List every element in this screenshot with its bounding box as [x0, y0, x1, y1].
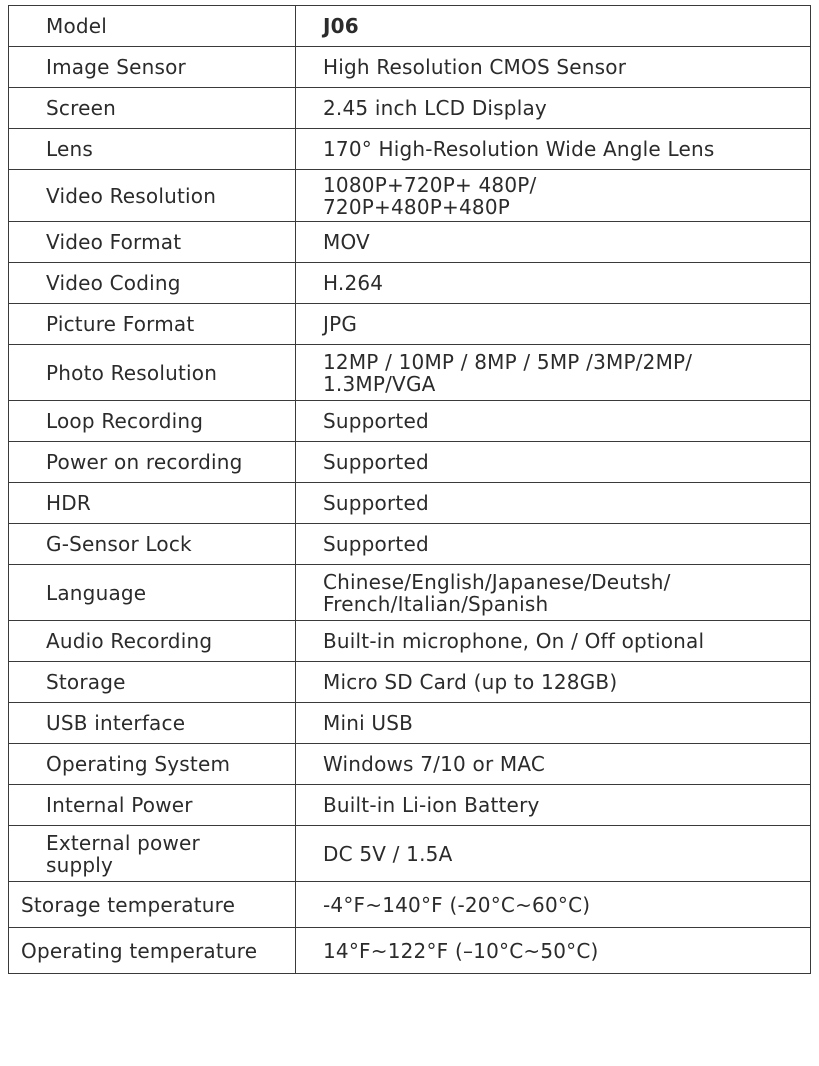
spec-value: J06	[296, 6, 811, 47]
table-row	[9, 703, 811, 744]
spec-value: Supported	[296, 524, 811, 565]
spec-label: G-Sensor Lock	[9, 524, 296, 565]
spec-label: External power supply	[9, 826, 296, 882]
spec-label: Power on recording	[9, 442, 296, 483]
spec-label: Screen	[9, 88, 296, 129]
table-row	[9, 785, 811, 826]
spec-value: -4°F~140°F (-20°C~60°C)	[296, 882, 811, 928]
spec-label: Audio Recording	[9, 621, 296, 662]
spec-label: Loop Recording	[9, 401, 296, 442]
spec-value: Supported	[296, 442, 811, 483]
spec-value: H.264	[296, 263, 811, 304]
spec-label: Model	[9, 6, 296, 47]
table-row	[9, 401, 811, 442]
table-row	[9, 304, 811, 345]
spec-value: 1080P+720P+ 480P/ 720P+480P+480P	[296, 170, 811, 222]
spec-value: DC 5V / 1.5A	[296, 826, 811, 882]
spec-label: Operating System	[9, 744, 296, 785]
spec-value: 14°F~122°F (–10°C~50°C)	[296, 928, 811, 974]
table-row	[9, 88, 811, 129]
table-row	[9, 170, 811, 222]
spec-value: Built-in Li-ion Battery	[296, 785, 811, 826]
spec-label: Video Coding	[9, 263, 296, 304]
table-row	[9, 621, 811, 662]
spec-value: 12MP / 10MP / 8MP / 5MP /3MP/2MP/ 1.3MP/VGA	[296, 345, 811, 401]
spec-value: JPG	[296, 304, 811, 345]
spec-value: Mini USB	[296, 703, 811, 744]
table-row	[9, 129, 811, 170]
table-row	[9, 47, 811, 88]
table-row	[9, 928, 811, 974]
spec-label: HDR	[9, 483, 296, 524]
table-row	[9, 662, 811, 703]
table-row	[9, 882, 811, 928]
table-row	[9, 263, 811, 304]
spec-value: Chinese/English/Japanese/Deutsh/ French/Italian/Spanish	[296, 565, 811, 621]
spec-label: Video Format	[9, 222, 296, 263]
table-row	[9, 565, 811, 621]
table-row	[9, 744, 811, 785]
table-row	[9, 483, 811, 524]
spec-value: Micro SD Card (up to 128GB)	[296, 662, 811, 703]
spec-value: Supported	[296, 483, 811, 524]
spec-label: Language	[9, 565, 296, 621]
spec-label: Image Sensor	[9, 47, 296, 88]
spec-label: USB interface	[9, 703, 296, 744]
spec-label: Operating temperature	[9, 928, 296, 974]
table-row	[9, 222, 811, 263]
spec-value: 170° High-Resolution Wide Angle Lens	[296, 129, 811, 170]
table-row	[9, 6, 811, 47]
spec-label: Internal Power	[9, 785, 296, 826]
spec-value: 2.45 inch LCD Display	[296, 88, 811, 129]
spec-table	[8, 5, 811, 974]
spec-label: Lens	[9, 129, 296, 170]
spec-value: Built-in microphone, On / Off optional	[296, 621, 811, 662]
spec-value: High Resolution CMOS Sensor	[296, 47, 811, 88]
spec-label: Photo Resolution	[9, 345, 296, 401]
spec-label: Storage temperature	[9, 882, 296, 928]
spec-value: MOV	[296, 222, 811, 263]
spec-value: Supported	[296, 401, 811, 442]
spec-label: Storage	[9, 662, 296, 703]
table-row	[9, 826, 811, 882]
table-row	[9, 442, 811, 483]
spec-value: Windows 7/10 or MAC	[296, 744, 811, 785]
table-row	[9, 345, 811, 401]
spec-label: Picture Format	[9, 304, 296, 345]
table-row	[9, 524, 811, 565]
spec-label: Video Resolution	[9, 170, 296, 222]
